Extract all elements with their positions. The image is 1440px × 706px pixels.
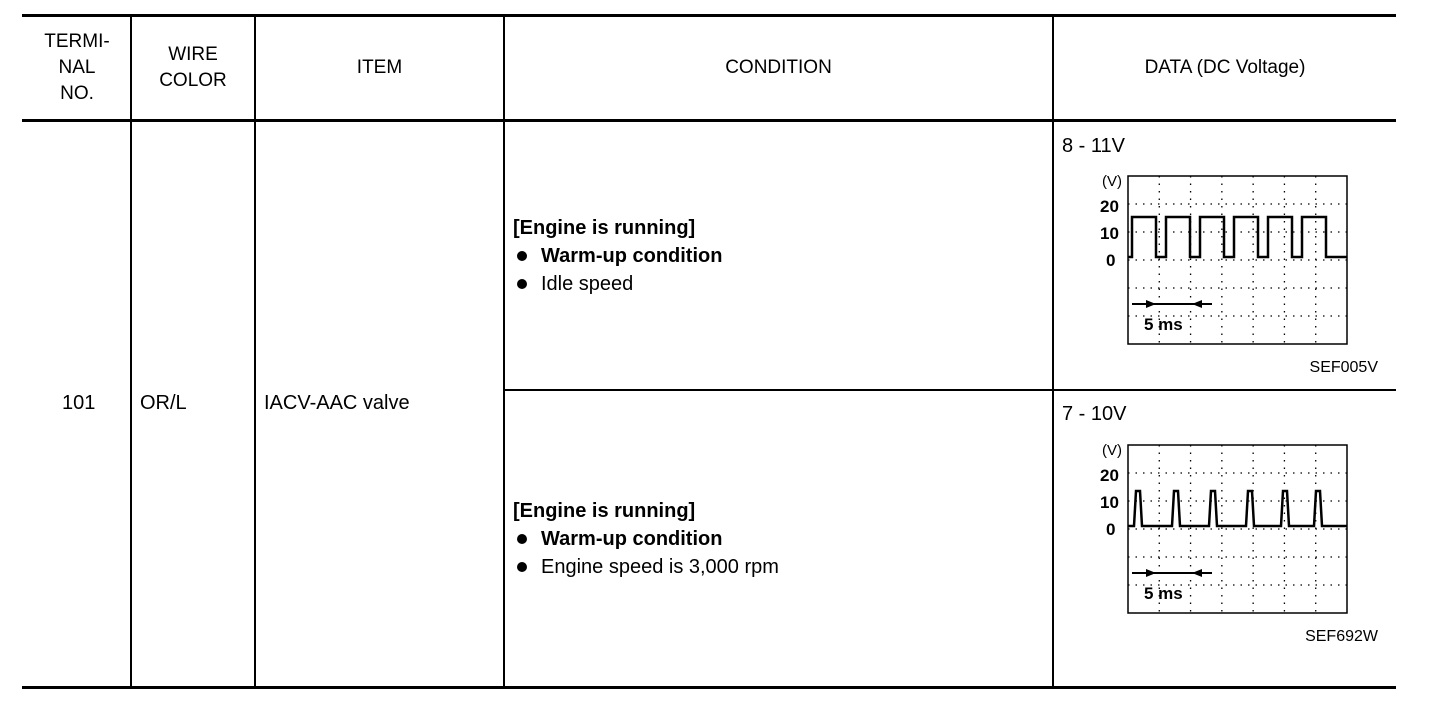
condition-2-bullet-1: Warm-up condition <box>513 525 779 553</box>
time-arrow-right-icon <box>1146 300 1156 308</box>
scope-time-label: 5 ms <box>1144 584 1183 603</box>
scope-tick-10: 10 <box>1100 224 1119 243</box>
table-top-rule <box>22 14 1396 17</box>
oscilloscope-1 <box>1094 168 1364 348</box>
oscilloscope-2 <box>1094 437 1364 617</box>
condition-divider-rule <box>504 389 1396 391</box>
figure-code-2: SEF692W <box>1305 628 1378 645</box>
bullet-icon <box>517 279 527 289</box>
scope-unit: (V) <box>1102 442 1122 459</box>
scope-tick-0: 0 <box>1106 251 1116 270</box>
header-item: ITEM <box>356 57 403 78</box>
condition-2 <box>513 497 779 581</box>
data-value-1: 8 - 11V <box>1062 135 1125 157</box>
oscilloscope-1-svg <box>1094 168 1364 348</box>
header-bottom-rule <box>22 119 1396 122</box>
header-terminal-no: TERMI- NAL NO. <box>44 31 110 104</box>
time-arrow-right-icon <box>1146 569 1156 577</box>
bullet-icon <box>517 251 527 261</box>
scope-waveform <box>1128 491 1347 526</box>
scope-tick-0: 0 <box>1106 520 1116 539</box>
data-value-2: 7 - 10V <box>1062 403 1127 425</box>
time-arrow-left-icon <box>1192 300 1202 308</box>
condition-1 <box>513 214 722 298</box>
wire-color-value: OR/L <box>140 392 187 414</box>
header-condition: CONDITION <box>725 57 832 78</box>
scope-waveform <box>1128 217 1347 257</box>
table-bottom-rule <box>22 686 1396 689</box>
bullet-icon <box>517 534 527 544</box>
condition-2-label: [Engine is running] <box>513 500 696 522</box>
scope-unit: (V) <box>1102 173 1122 190</box>
condition-1-label: [Engine is running] <box>513 217 696 239</box>
oscilloscope-2-svg <box>1094 437 1364 617</box>
scope-tick-20: 20 <box>1100 197 1119 216</box>
scope-tick-20: 20 <box>1100 466 1119 485</box>
condition-2-bullet-2: Engine speed is 3,000 rpm <box>513 553 779 581</box>
condition-1-bullet-1: Warm-up condition <box>513 242 722 270</box>
header-wire-color: WIRE COLOR <box>159 44 227 91</box>
figure-code-1: SEF005V <box>1309 359 1378 376</box>
item-value: IACV-AAC valve <box>264 392 410 414</box>
scope-tick-10: 10 <box>1100 493 1119 512</box>
scope-time-label: 5 ms <box>1144 315 1183 334</box>
condition-1-bullet-2: Idle speed <box>513 270 722 298</box>
header-data: DATA (DC Voltage) <box>1144 57 1306 78</box>
time-arrow-left-icon <box>1192 569 1202 577</box>
bullet-icon <box>517 562 527 572</box>
terminal-number: 101 <box>62 392 96 414</box>
